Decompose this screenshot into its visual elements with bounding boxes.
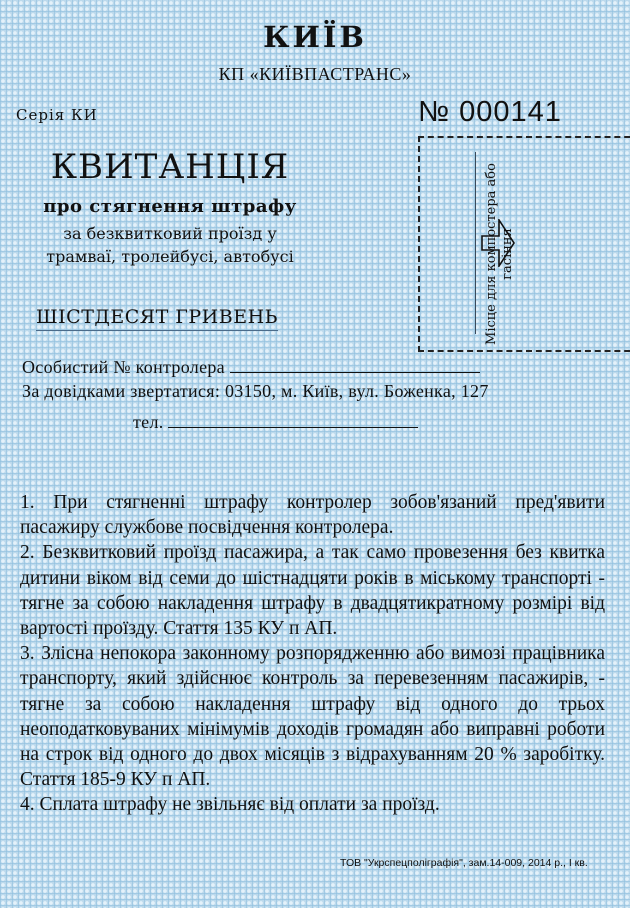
description-line-1: за безквитковий проїзд у [63,224,277,243]
stamp-label-line-1: Місце для компостера або [484,163,499,345]
stamp-label-line-2: гасіння [500,228,515,280]
arrow-right-icon [481,219,515,272]
description-line-2: трамваї, тролейбусі, автобусі [46,247,294,266]
fine-amount: ШІСТДЕСЯТ ГРИВЕНЬ [36,306,278,331]
receipt-subtitle: про стягнення штрафу [43,196,297,217]
contact-info: За довідками звертатися: 03150, м. Київ, вул. Боженка, 127 [22,381,489,401]
controller-id-row [22,356,480,378]
city-heading: КИЇВ [263,20,367,54]
receipt-description [0,222,340,268]
stamp-divider-line [475,152,476,334]
rule-item: 1. При стягненні штрафу контролер зобов'язаний пред'явити пасажиру службове посвідчення контролера. [20,492,605,539]
stamp-area [418,136,630,352]
phone-field[interactable] [168,411,418,428]
phone-label: тел. [133,412,164,432]
rule-item: 2. Безквитковий проїзд пасажира, а так само провезення без квитка дитини віком від семи до шістнадцяти років в міському транспорті - тягне за собою накладення штрафу в двадцятикратному розмірі від вартості проїзду. Стаття 135 КУ п АП. [20,542,605,640]
controller-id-field[interactable] [230,356,480,373]
rules-list [20,490,605,818]
rule-item: 4. Сплата штрафу не звільняє від оплати за проїзд. [20,794,440,816]
receipt-title: КВИТАНЦІЯ [50,147,290,187]
company-name: КП «КИЇВПАСТРАНС» [218,64,412,84]
controller-id-label: Особистий № контролера [22,357,225,377]
printer-imprint: ТОВ "Укрспецполіграфія", зам.14-009, 2014 р., I кв. [340,857,588,869]
receipt-number: № 000141 [418,96,562,128]
rule-item: 3. Злісна непокора законному розпорядженню або вимозі працівника транспорту, який здійснює контроль за перевезенням пасажирів, - тягне за собою накладення штрафу від одного до трьох неоподатковуваних мінімумів доходів громадян або виправні роботи на строк від одного до двох місяців з відрахуванням 20 % заробітку. Стаття 185-9 КУ п АП. [20,643,605,791]
series-label: Серія КИ [16,106,98,124]
phone-row [133,411,418,433]
